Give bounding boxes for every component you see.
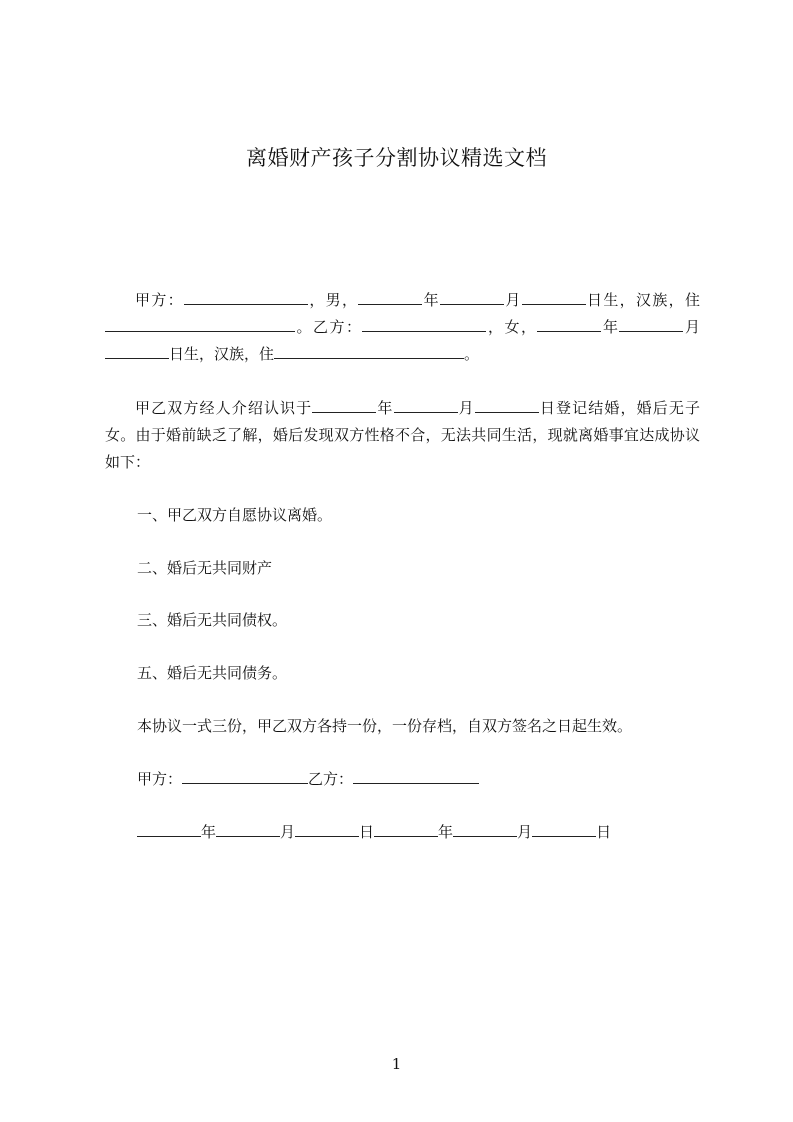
party-a-birth-day-blank[interactable] (522, 289, 586, 305)
marriage-day-blank[interactable] (475, 397, 539, 413)
party-b-birth-month-blank[interactable] (619, 316, 683, 332)
date-line: 年 月 日 年 月 日 (137, 821, 611, 843)
signature-a-blank[interactable] (182, 768, 308, 784)
closing-statement: 本协议一式三份，甲乙双方各持一份，一份存档，自双方签名之日起生效。 (137, 717, 633, 735)
date-b-month-blank[interactable] (453, 821, 517, 837)
signature-b-label: 乙方： (308, 770, 354, 788)
page-number: 1 (391, 1055, 402, 1073)
clause-1: 一、甲乙双方自愿协议离婚。 (137, 506, 333, 524)
party-a-birth-month-blank[interactable] (440, 289, 504, 305)
date-b-year-blank[interactable] (374, 821, 438, 837)
intro-paragraph: 甲乙双方经人介绍认识于 年 月 日登记结婚，婚后无子女。由于婚前缺乏了解，婚后发现双方性格不合，无法共同生活，现就离婚事宜达成协议如下： (105, 399, 700, 471)
clause-2: 二、婚后无共同财产 (137, 559, 273, 577)
date-b-day-blank[interactable] (532, 821, 596, 837)
party-a-label: 甲方： (135, 291, 184, 309)
document-title: 离婚财产孩子分割协议精选文档 (246, 146, 547, 170)
party-b-birth-year-blank[interactable] (537, 316, 601, 332)
signature-b-blank[interactable] (353, 768, 479, 784)
signature-a-label: 甲方： (137, 770, 183, 788)
signature-line (137, 768, 479, 790)
party-a-name-blank[interactable] (184, 289, 308, 305)
party-b-birth-day-blank[interactable] (105, 343, 169, 359)
marriage-month-blank[interactable] (394, 397, 458, 413)
date-a-day-blank[interactable] (295, 821, 359, 837)
party-info-paragraph: 甲方： ，男， 年 月 日生，汉族，住。乙方： ，女， 年 月日生，汉族，住 。 (105, 287, 700, 368)
clause-3: 三、婚后无共同债权。 (137, 611, 288, 629)
party-a-address-blank[interactable] (105, 316, 295, 332)
date-a-year-blank[interactable] (137, 821, 201, 837)
party-b-address-blank[interactable] (274, 343, 464, 359)
marriage-year-blank[interactable] (312, 397, 376, 413)
clause-5: 五、婚后无共同债务。 (137, 664, 288, 682)
date-a-month-blank[interactable] (216, 821, 280, 837)
party-a-birth-year-blank[interactable] (358, 289, 422, 305)
party-b-name-blank[interactable] (362, 316, 486, 332)
